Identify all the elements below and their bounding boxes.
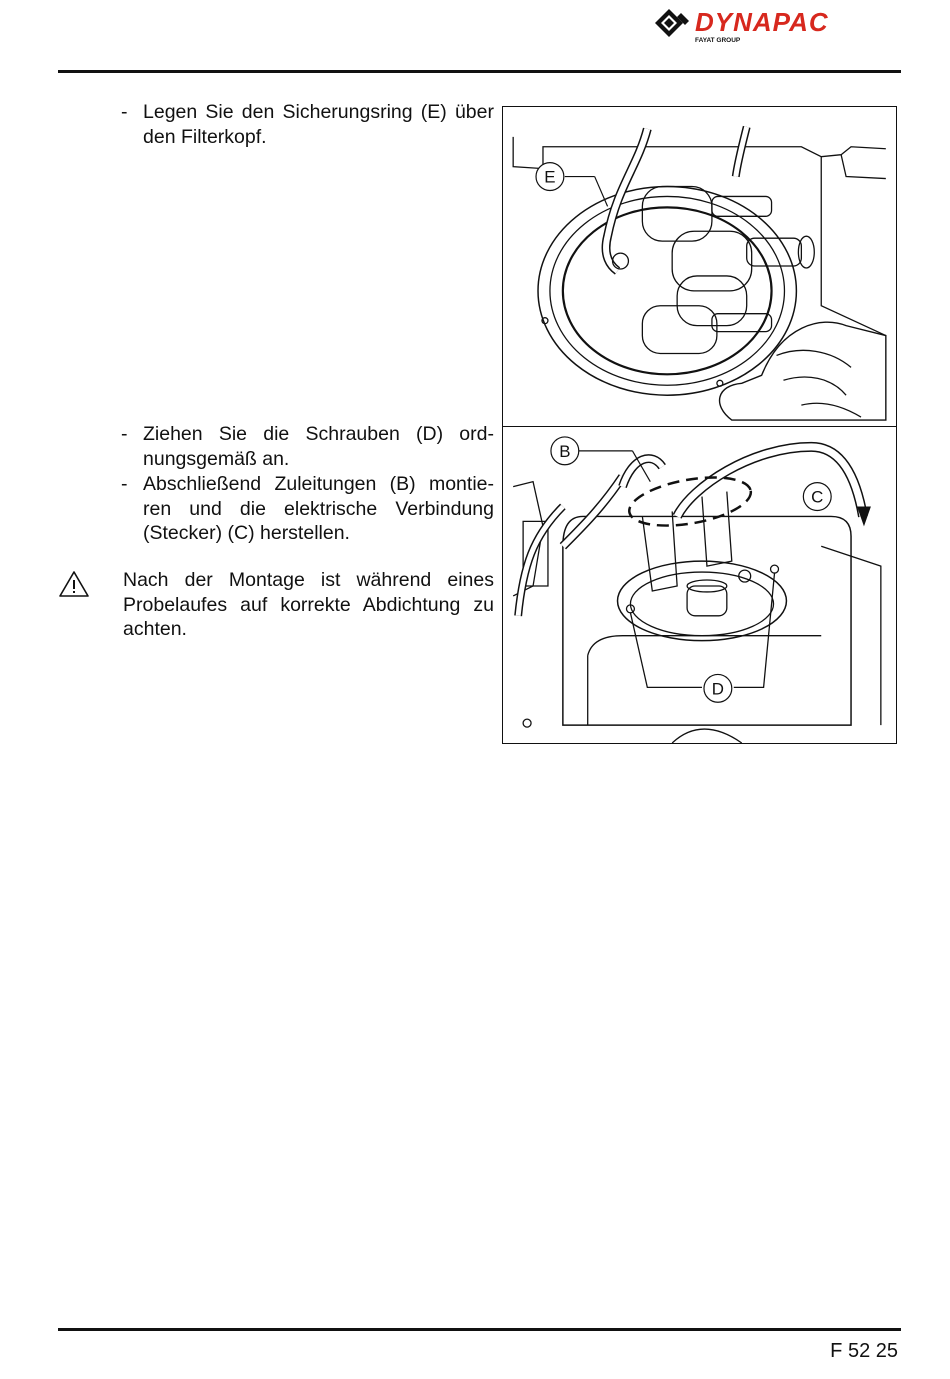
header-rule	[58, 70, 901, 73]
bullet-dash: -	[121, 423, 128, 445]
brand-name: DYNAPAC	[695, 7, 829, 37]
warning-note	[58, 568, 494, 642]
figure-screws-connections	[502, 426, 897, 744]
callout-label-B: B	[559, 441, 571, 461]
bullet-text: Legen Sie den Sicherungsring (E) über den Filterkopf.	[143, 101, 494, 148]
warning-block	[58, 568, 494, 642]
brand-group: FAYAT GROUP	[695, 37, 741, 44]
bullet-dash: -	[121, 101, 128, 123]
tank-assembly-illustration	[503, 427, 896, 743]
bullet-item	[58, 472, 494, 546]
dynapac-logo	[655, 5, 905, 45]
instruction-block-1	[58, 100, 494, 150]
bullet-dash: -	[121, 473, 128, 495]
bullet-text: Abschließend Zuleitungen (B) montie-ren und die elektrische Verbindung (Stecker) (C) herstellen.	[143, 473, 494, 544]
callout-label-C: C	[811, 487, 824, 507]
callout-D	[704, 674, 732, 702]
bullet-item	[58, 422, 494, 471]
warning-triangle-icon	[58, 570, 90, 598]
callout-label-E: E	[544, 167, 556, 187]
logo-diamond-icon	[655, 9, 689, 37]
warning-text: Nach der Montage ist während eines Probelaufes auf korrekte Abdichtung zu achten.	[123, 569, 494, 640]
bullet-text: Ziehen Sie die Schrauben (D) ord-nungsgemäß an.	[143, 423, 494, 470]
callout-E	[536, 163, 608, 207]
callout-C	[803, 483, 831, 511]
page-number: F 52 25	[830, 1340, 898, 1362]
instruction-block-2	[58, 422, 494, 547]
callout-label-D: D	[711, 679, 724, 699]
figure-retaining-ring	[502, 106, 897, 428]
filter-head-illustration	[503, 107, 896, 427]
bullet-item	[58, 100, 494, 149]
footer-rule	[58, 1328, 901, 1331]
